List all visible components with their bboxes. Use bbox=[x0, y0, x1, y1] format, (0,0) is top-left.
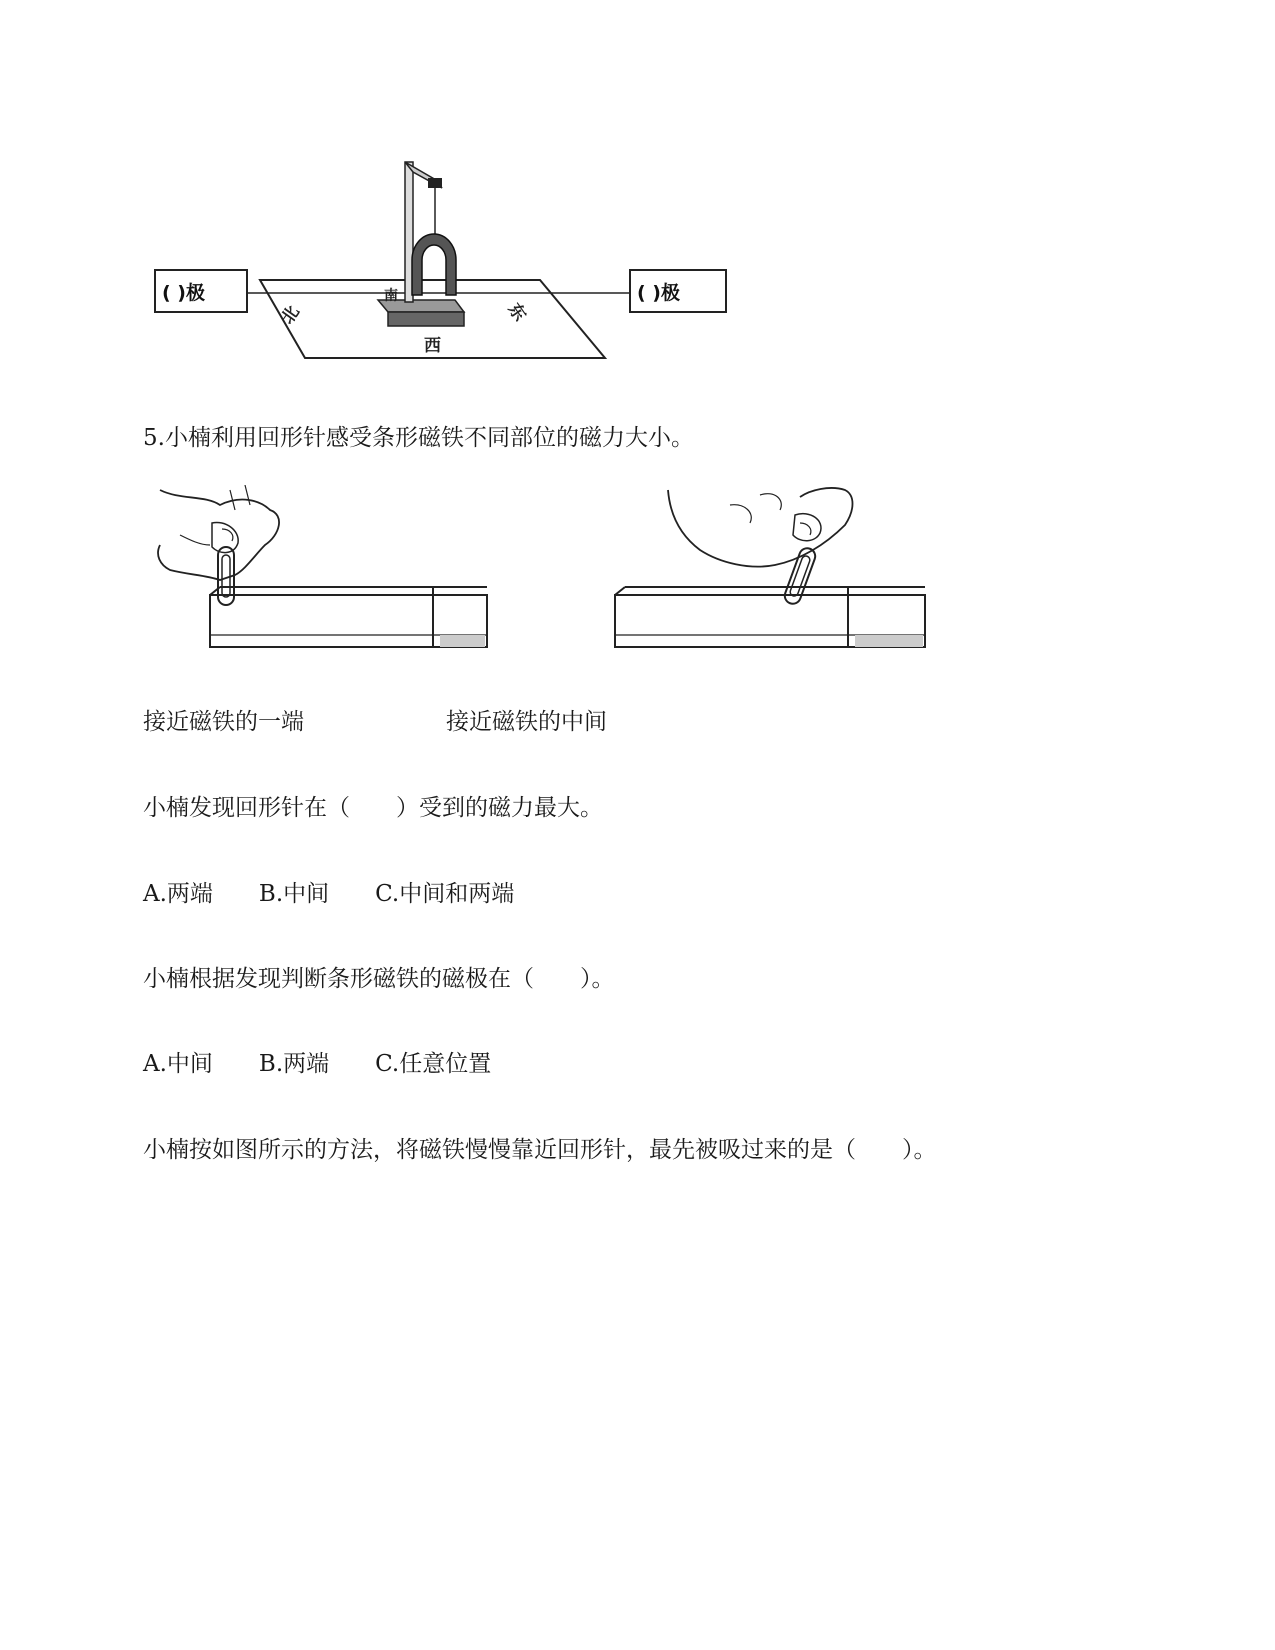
paper-label-west: 西 bbox=[424, 336, 441, 356]
caption-right: 接近磁铁的中间 bbox=[446, 709, 607, 735]
paper-label-north: 北 bbox=[277, 302, 304, 328]
paper-label-east: 东 bbox=[503, 299, 530, 326]
right-pole-label: ( )极 bbox=[637, 282, 680, 304]
paperclip-end-figure bbox=[150, 485, 495, 657]
left-pole-box bbox=[155, 270, 247, 312]
right-pole-box bbox=[630, 270, 726, 312]
question-2: 小楠根据发现判断条形磁铁的磁极在（ ）。 bbox=[143, 966, 615, 992]
question-1-options: A.两端 B.中间 C.中间和两端 bbox=[143, 881, 515, 907]
question-3: 小楠按如图所示的方法，将磁铁慢慢靠近回形针，最先被吸过来的是（ ）。 bbox=[143, 1137, 937, 1163]
paper-label-south: 南 bbox=[384, 288, 398, 304]
question-title: 5.小楠利用回形针感受条形磁铁不同部位的磁力大小。 bbox=[143, 425, 694, 451]
left-pole-label: ( )极 bbox=[162, 282, 205, 304]
magnet-stand-figure bbox=[150, 160, 750, 375]
caption-left: 接近磁铁的一端 bbox=[143, 709, 304, 735]
paperclip-middle-figure bbox=[610, 485, 930, 657]
question-2-options: A.中间 B.两端 C.任意位置 bbox=[143, 1051, 492, 1077]
question-1: 小楠发现回形针在（ ）受到的磁力最大。 bbox=[143, 795, 603, 821]
